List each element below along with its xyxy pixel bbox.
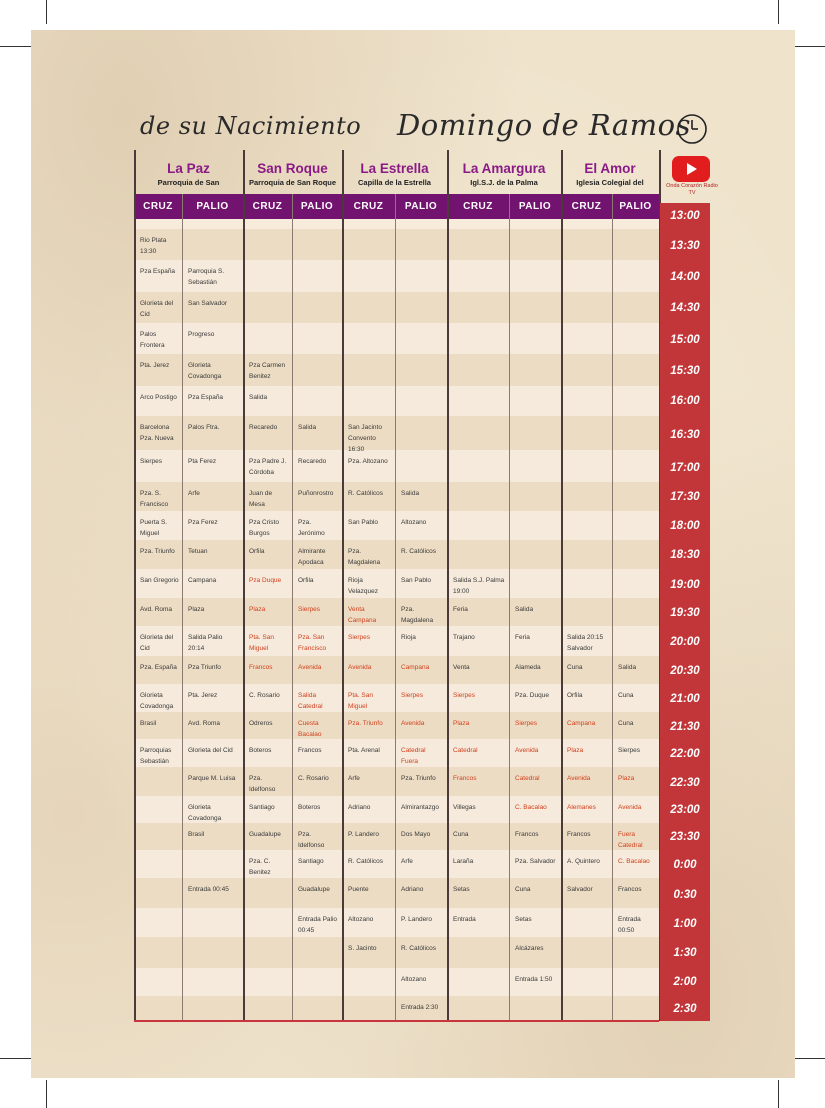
column-divider <box>447 150 449 1021</box>
schedule-cell: Laraña <box>453 858 474 865</box>
schedule-cell: Glorieta del Cid <box>140 634 174 652</box>
time-label: 2:00 <box>673 976 697 988</box>
schedule-cell: Cuesta Bacalao <box>298 720 322 738</box>
schedule-cell: Francos <box>618 886 642 893</box>
time-label: 16:30 <box>670 429 700 441</box>
schedule-cell: Cuna <box>618 720 634 727</box>
brotherhood-name: La Amargura <box>462 161 546 176</box>
brotherhood-church: Parroquia de San Roque <box>248 178 337 187</box>
schedule-cell: Pta. San Miguel <box>249 634 274 652</box>
schedule-cell: Sierpes <box>348 634 371 641</box>
time-label: 14:00 <box>670 271 700 283</box>
schedule-cell: Trajano <box>453 634 475 641</box>
schedule-cell: Rio Plata 13:30 <box>140 237 167 255</box>
schedule-cell: Salida 20:15 Salvador <box>567 634 604 652</box>
schedule-cell: C. Bacalao <box>515 804 547 811</box>
schedule-cell: Campana <box>188 577 217 584</box>
schedule-cell: Venta <box>453 664 470 671</box>
schedule-cell: Pza. C. Benitez <box>249 858 271 876</box>
schedule-cell: Glorieta del Cid <box>188 747 233 754</box>
schedule-cell: Salida <box>298 424 317 431</box>
column-divider <box>134 150 136 1021</box>
schedule-cell: Pza. Triunfo <box>401 775 436 782</box>
column-divider <box>509 194 510 1021</box>
schedule-cell: Boteros <box>249 747 272 754</box>
schedule-cell: Altozano <box>348 916 374 923</box>
schedule-cell: Puerta S. Miguel <box>140 519 168 537</box>
time-label: 23:30 <box>670 831 700 843</box>
brotherhood-header-el-amor <box>561 150 659 194</box>
schedule-cell: Orfila <box>298 577 314 584</box>
crop-mark <box>46 1080 47 1108</box>
schedule-cell: Parroquia S. Sebastián <box>188 268 225 286</box>
time-label: 0:00 <box>673 859 697 871</box>
schedule-cell: Francos <box>567 831 591 838</box>
schedule-cell: Feria <box>515 634 530 641</box>
crop-mark <box>778 0 779 24</box>
schedule-cell: Catedral <box>515 775 540 782</box>
brotherhood-header-la-estrella <box>342 150 447 194</box>
time-label: 21:00 <box>670 693 700 705</box>
schedule-cell: Francos <box>453 775 477 782</box>
crop-mark <box>778 1080 779 1108</box>
schedule-cell: A. Quintero <box>567 858 600 865</box>
schedule-cell: Arco Postigo <box>140 394 177 401</box>
schedule-cell: Arfe <box>188 490 200 497</box>
schedule-cell: Pza. Altozano <box>348 458 388 465</box>
schedule-cell: Pza. Idelfonso <box>298 831 325 849</box>
table-row <box>134 908 659 937</box>
brotherhood-name: San Roque <box>257 161 328 176</box>
schedule-cell: Catedral <box>453 747 478 754</box>
schedule-cell: Avenida <box>401 720 425 727</box>
schedule-cell: Palos Ftra. <box>188 424 220 431</box>
schedule-cell: Cuna <box>618 692 634 699</box>
schedule-cell: Avenida <box>515 747 539 754</box>
schedule-cell: Alcázares <box>515 945 544 952</box>
brotherhood-header-san-roque <box>243 150 342 194</box>
schedule-cell: Cuna <box>453 831 469 838</box>
schedule-cell: Sierpes <box>298 606 321 613</box>
schedule-cell: Entrada 2:30 <box>401 1004 439 1011</box>
schedule-cell: Pza. Triunfo <box>140 548 175 555</box>
column-divider <box>612 194 613 1021</box>
brotherhood-church: Parroquia de San <box>157 178 220 187</box>
schedule-cell: Puñonrostro <box>298 490 334 497</box>
time-label: 15:30 <box>670 365 700 377</box>
brotherhood-church: Igl.S.J. de la Palma <box>470 178 538 187</box>
schedule-cell: Avd. Roma <box>140 606 173 613</box>
schedule-cell: Santiago <box>249 804 275 811</box>
schedule-cell: San Pablo <box>401 577 431 584</box>
schedule-cell: Barcelona Pza. Nueva <box>140 424 174 442</box>
play-icon <box>687 163 697 175</box>
time-label: 18:30 <box>670 549 700 561</box>
schedule-cell: Glorieta Covadonga <box>140 692 174 710</box>
schedule-cell: Francos <box>298 747 322 754</box>
schedule-cell: Altozano <box>401 976 427 983</box>
schedule-cell: Avenida <box>348 664 372 671</box>
schedule-cell: Dos Mayo <box>401 831 431 838</box>
schedule-cell: Pza Duque <box>249 577 282 584</box>
schedule-cell: Arfe <box>401 858 413 865</box>
schedule-cell: Venta Campana <box>348 606 377 624</box>
schedule-cell: Plaza <box>567 747 584 754</box>
brotherhood-name: La Paz <box>167 161 210 176</box>
schedule-cell: Entrada <box>453 916 476 923</box>
schedule-cell: Avenida <box>618 804 642 811</box>
time-label: 17:30 <box>670 491 700 503</box>
schedule-cell: Pza. Salvador <box>515 858 556 865</box>
schedule-cell: Almirante Apodaca <box>298 548 326 566</box>
schedule-cell: Guadalupe <box>298 886 330 893</box>
column-divider <box>182 194 183 1021</box>
schedule-cell: Villegas <box>453 804 476 811</box>
schedule-cell: Sierpes <box>140 458 163 465</box>
schedule-cell: R. Católicos <box>401 945 437 952</box>
time-label: 15:00 <box>670 334 700 346</box>
schedule-cell: Entrada 1:50 <box>515 976 553 983</box>
schedule-cell: Pza Triunfo <box>188 664 221 671</box>
time-label: 14:30 <box>670 302 700 314</box>
schedule-cell: Sierpes <box>453 692 476 699</box>
time-label: 1:30 <box>673 947 697 959</box>
schedule-cell: C. Rosario <box>249 692 280 699</box>
crop-mark <box>46 0 47 24</box>
schedule-cell: Plaza <box>453 720 470 727</box>
schedule-cell: Sierpes <box>401 692 424 699</box>
time-label: 13:00 <box>670 210 700 222</box>
schedule-cell: Parque M. Luisa <box>188 775 236 782</box>
schedule-cell: Arfe <box>348 775 360 782</box>
schedule-cell: Guadalupe <box>249 831 281 838</box>
schedule-cell: Sierpes <box>618 747 641 754</box>
schedule-cell: San Jacinto Convento 16:30 <box>348 424 382 452</box>
column-divider <box>561 150 563 1021</box>
schedule-cell: S. Jacinto <box>348 945 377 952</box>
time-label: 22:30 <box>670 777 700 789</box>
schedule-cell: San Salvador <box>188 300 228 307</box>
schedule-cell: Plaza <box>249 606 266 613</box>
schedule-cell: Tetuan <box>188 548 208 555</box>
schedule-cell: Avenida <box>567 775 591 782</box>
schedule-cell: Puente <box>348 886 369 893</box>
subheader-palio: PALIO <box>196 201 229 212</box>
schedule-cell: Sierpes <box>515 720 538 727</box>
time-label: 20:00 <box>670 636 700 648</box>
schedule-cell: Salida <box>401 490 420 497</box>
schedule-cell: Pza. Duque <box>515 692 549 699</box>
schedule-cell: Pza Ferez <box>188 519 218 526</box>
schedule-cell: P. Landero <box>348 831 379 838</box>
schedule-cell: San Gregorio <box>140 577 179 584</box>
schedule-cell: Salida Palio 20:14 <box>188 634 223 652</box>
schedule-cell: Pta. Arenal <box>348 747 380 754</box>
column-divider <box>292 194 293 1021</box>
schedule-cell: Orfila <box>567 692 583 699</box>
subheader-cruz: CRUZ <box>143 201 173 212</box>
time-label: 19:00 <box>670 579 700 591</box>
table-bottom-line <box>134 1020 659 1022</box>
schedule-cell: Francos <box>515 831 539 838</box>
schedule-cell: Alemanes <box>567 804 596 811</box>
time-label: 13:30 <box>670 240 700 252</box>
schedule-cell: C. Rosario <box>298 775 329 782</box>
time-label: 19:30 <box>670 607 700 619</box>
schedule-cell: Progreso <box>188 331 215 338</box>
schedule-cell: San Pablo <box>348 519 378 526</box>
subheader-palio: PALIO <box>300 201 334 212</box>
subheader-cruz: CRUZ <box>463 201 493 212</box>
schedule-cell: Pza Padre J. Córdoba <box>249 458 287 476</box>
schedule-cell: Salida <box>618 664 637 671</box>
schedule-cell: Adriano <box>401 886 424 893</box>
schedule-cell: Alameda <box>515 664 541 671</box>
time-label: 22:00 <box>670 748 700 760</box>
schedule-cell: Pta. Jerez <box>188 692 218 699</box>
schedule-cell: R. Católicos <box>348 490 384 497</box>
brotherhood-church: Capilla de la Estrella <box>358 178 431 187</box>
subheader-cruz: CRUZ <box>252 201 283 212</box>
schedule-cell: Orfila <box>249 548 265 555</box>
schedule-cell: Pza. S. Francisco <box>140 490 169 508</box>
schedule-cell: Plaza <box>618 775 635 782</box>
brotherhood-name: El Amor <box>584 161 636 176</box>
schedule-cell: Pza. Idelfonso <box>249 775 276 793</box>
schedule-cell: P. Landero <box>401 916 432 923</box>
table-row <box>134 968 659 996</box>
schedule-cell: Setas <box>515 916 532 923</box>
schedule-cell: Feria <box>453 606 468 613</box>
schedule-cell: Recaredo <box>249 424 278 431</box>
schedule-cell: Glorieta del Cid <box>140 300 174 318</box>
schedule-cell: Pza. Triunfo <box>348 720 383 727</box>
schedule-cell: Salida <box>249 394 268 401</box>
clock-icon <box>676 113 708 145</box>
schedule-cell: R. Católicos <box>401 548 437 555</box>
schedule-cell: Salida Catedral <box>298 692 323 710</box>
schedule-cell: Pza Carmen Benitez <box>249 362 286 380</box>
schedule-cell: Francos <box>249 664 273 671</box>
schedule-cell: Adriano <box>348 804 371 811</box>
time-label: 2:30 <box>673 1003 697 1015</box>
schedule-cell: Pta. Jerez <box>140 362 170 369</box>
schedule-cell: Avd. Roma <box>188 720 221 727</box>
schedule-cell: Brasil <box>140 720 157 727</box>
schedule-cell: Altozano <box>401 519 427 526</box>
schedule-cell: C. Bacalao <box>618 858 650 865</box>
schedule-cell: Pza. Magdalena <box>348 548 381 566</box>
schedule-cell: Pza. Jerónimo <box>298 519 325 537</box>
brotherhood-church: Iglesia Colegial del <box>576 178 644 187</box>
schedule-cell: Campana <box>567 720 596 727</box>
header-right-title: Domingo de Ramos <box>397 108 691 142</box>
schedule-cell: Pza España <box>188 394 224 401</box>
schedule-cell: Campana <box>401 664 430 671</box>
schedule-cell: Pza España <box>140 268 176 275</box>
time-label: 20:30 <box>670 665 700 677</box>
schedule-cell: Entrada 00:45 <box>188 886 229 893</box>
schedule-cell: Salida S.J. Palma 19:00 <box>453 577 505 595</box>
schedule-cell: R. Católicos <box>348 858 384 865</box>
table-row <box>134 229 659 260</box>
subheader-cruz: CRUZ <box>353 201 384 212</box>
schedule-cell: Glorieta Covadonga <box>188 804 222 822</box>
brotherhood-header-la-amargura <box>447 150 561 194</box>
schedule-cell: Brasil <box>188 831 205 838</box>
time-label: 18:00 <box>670 520 700 532</box>
schedule-cell: Santiago <box>298 858 324 865</box>
schedule-cell: Boteros <box>298 804 321 811</box>
schedule-cell: Recaredo <box>298 458 327 465</box>
schedule-cell: Setas <box>453 886 470 893</box>
schedule-cell: Fuera Catedral <box>618 831 643 849</box>
time-label: 16:00 <box>670 395 700 407</box>
schedule-cell: Parroquias Sebastián <box>140 747 172 765</box>
schedule-cell: Pza. Magdalena <box>401 606 434 624</box>
time-label: 23:00 <box>670 804 700 816</box>
schedule-cell: Pza. España <box>140 664 177 671</box>
time-label: 1:00 <box>673 918 697 930</box>
subheader-cruz: CRUZ <box>571 201 602 212</box>
schedule-cell: Almirantazgo <box>401 804 439 811</box>
subheader-palio: PALIO <box>619 201 652 212</box>
schedule-cell: Odreros <box>249 720 273 727</box>
schedule-cell: Juan de Mesa <box>249 490 273 508</box>
schedule-cell: Entrada Palio 00:45 <box>298 916 338 934</box>
schedule-cell: Rioja Velazquez <box>348 577 378 595</box>
schedule-cell: Rioja <box>401 634 416 641</box>
header-left-title: de su Nacimiento <box>140 112 362 140</box>
schedule-cell: Pta. San Miguel <box>348 692 373 710</box>
schedule-cell: Salvador <box>567 886 593 893</box>
schedule-cell: Pza Cristo Burgos <box>249 519 279 537</box>
schedule-cell: Pza. San Francisco <box>298 634 327 652</box>
subheader-palio: PALIO <box>404 201 438 212</box>
table-row <box>134 996 659 1020</box>
time-label: 21:30 <box>670 721 700 733</box>
schedule-cell: Plaza <box>188 606 205 613</box>
table-row <box>134 937 659 968</box>
schedule-cell: Entrada 00:50 <box>618 916 641 934</box>
schedule-cell: Cuna <box>515 886 531 893</box>
time-label: 17:00 <box>670 462 700 474</box>
schedule-cell: Salida <box>515 606 534 613</box>
schedule-cell: Palos Frontera <box>140 331 165 349</box>
schedule-cell: Avenida <box>298 664 322 671</box>
column-divider <box>342 150 344 1021</box>
brotherhood-header-la-paz <box>134 150 243 194</box>
brotherhood-name: La Estrella <box>360 161 429 176</box>
schedule-cell: Pta Ferez <box>188 458 217 465</box>
schedule-cell: Catedral Fuera <box>401 747 426 765</box>
subheader-palio: PALIO <box>518 201 552 212</box>
time-label: 0:30 <box>673 889 697 901</box>
column-divider <box>395 194 396 1021</box>
youtube-label: Onda Corazón Radio TV <box>666 183 718 196</box>
column-divider <box>243 150 245 1021</box>
schedule-cell: Glorieta Covadonga <box>188 362 222 380</box>
schedule-cell: Cuna <box>567 664 583 671</box>
